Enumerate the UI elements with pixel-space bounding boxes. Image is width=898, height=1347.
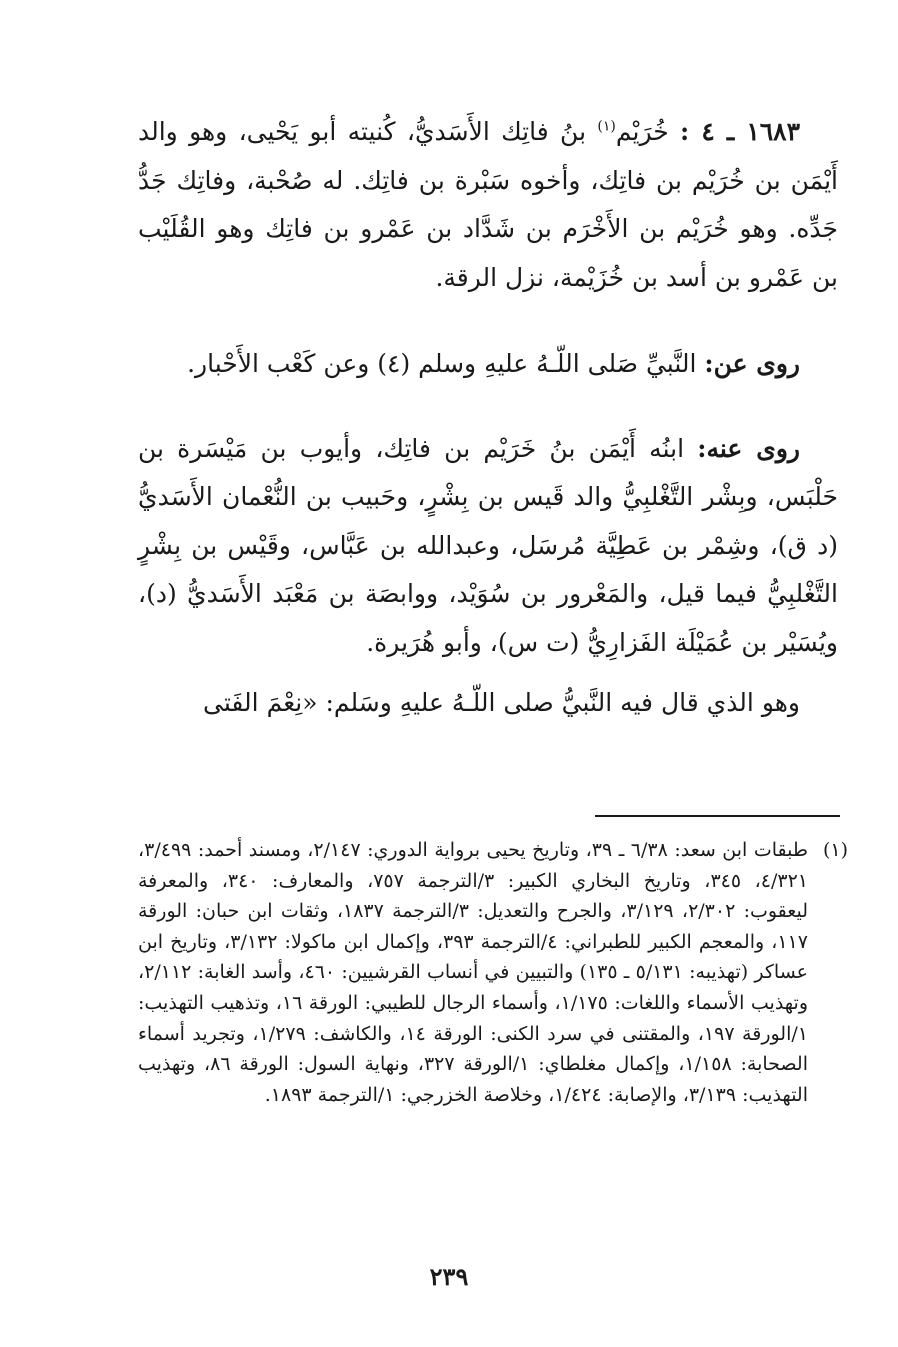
narrated-by-paragraph [138,425,838,668]
footnote-separator [595,815,840,817]
footnote-marker[interactable]: (١) [597,118,616,135]
narrated-by-text: ابنُه أَيْمَن بنُ خَرَيْم بن فاتِك، وأيوب بن مَيْسَرة بن حَلْبَس، وبِشْر التَّغْلبِيُّ والد قَيس بن بِشْرٍ، وحَبيب بن النُّعْمان الأَسَديُّ (د ق)، وشِمْر بن عَطِيَّة مُرسَل، وعبدالله بن عَبَّاس، وقَيْس بن بِشْرٍ التَّغْلبِيُّ فيما قيل، والمَعْرور بن سُوَيْد، ووابصَة بن مَعْبَد الأَسَديُّ (د)، ويُسَيْر بن عُمَيْلَة الفَزارِيُّ (ت س)، وأبو هُرَيرة. [138,433,838,657]
main-text [138,108,838,728]
narrated-from-text: النَّبيِّ صَلى اللّـهُ عليهِ وسلم (٤) وعن كَعْب الأَحْبار. [187,349,697,378]
footnotes [138,835,848,1110]
closing-text: وهو الذي قال فيه النَّبيُّ صلى اللّـهُ عليهِ وسَلم: «نِعْمَ الفَتى [203,688,800,717]
entry-text: بنُ فاتِك الأَسَديُّ، كُنيته أبو يَحْيى، وهو والد أَيْمَن بن خُرَيْم بن فاتِك، وأخوه سَبْرة بن فاتِك. له صُحْبة، وفاتِك جَدُّ جَدِّه. وهو خُرَيْم بن الأَخْرَم بن شَدَّاد بن عَمْرو بن فاتِك وهو القُلَيْب بن عَمْرو بن أسد بن خُزَيْمة، نزل الرقة. [138,117,838,292]
page-number: ٢٣٩ [429,1262,469,1291]
footnote-item [138,835,848,1110]
footnote-number: (١) [822,839,848,861]
footnote-text: طبقات ابن سعد: ٦/٣٨ ـ ٣٩، وتاريخ يحيى برواية الدوري: ٢/١٤٧، ومسند أحمد: ٣/٤٩٩، ٤/٣٢١، ٣٤٥، وتاريخ البخاري الكبير: ٣/الترجمة ٧٥٧، والمعارف: ٣٤٠، والمعرفة ليعقوب: ٢/٣٠٢، ٣/١٢٩، والجرح والتعديل: ٣/الترجمة ١٨٣٧، وثقات ابن حبان: الورقة ١١٧، والمعجم الكبير للطبراني: ٤/الترجمة ٣٩٣، وإكمال ابن ماكولا: ٣/١٣٢، وتاريخ ابن عساكر (تهذيبه: ٥/١٣١ ـ ١٣٥) والتبيين في أنساب القرشيين: ٤٦٠، وأسد الغابة: ٢/١١٢، وتهذيب الأسماء واللغات: ١/١٧٥، وأسماء الرجال للطيبي: الورقة ١٦، وتذهيب التهذيب: ١/الورقة ١٩٧، والمقتنى في سرد الكنى: الورقة ١٤، والكاشف: ١/٢٧٩، وتجريد أسماء الصحابة: ١/١٥٨، وإكمال مغلطاي: ١/الورقة ٣٢٧، ونهاية السول: الورقة ٨٦، وتهذيب التهذيب: ٣/١٣٩، والإصابة: ١/٤٢٤، وخلاصة الخزرجي: ١/الترجمة ١٨٩٣. [138,839,809,1106]
narrated-from-label: روى عن: [704,349,800,378]
narrated-by-label: روى عنه: [697,433,800,463]
narrated-from-paragraph [138,340,838,389]
entry-paragraph [138,108,838,302]
closing-paragraph [138,679,838,728]
entry-number: ١٦٨٣ ـ ٤ : [680,117,801,146]
entry-name: خُرَيْم [615,117,669,146]
